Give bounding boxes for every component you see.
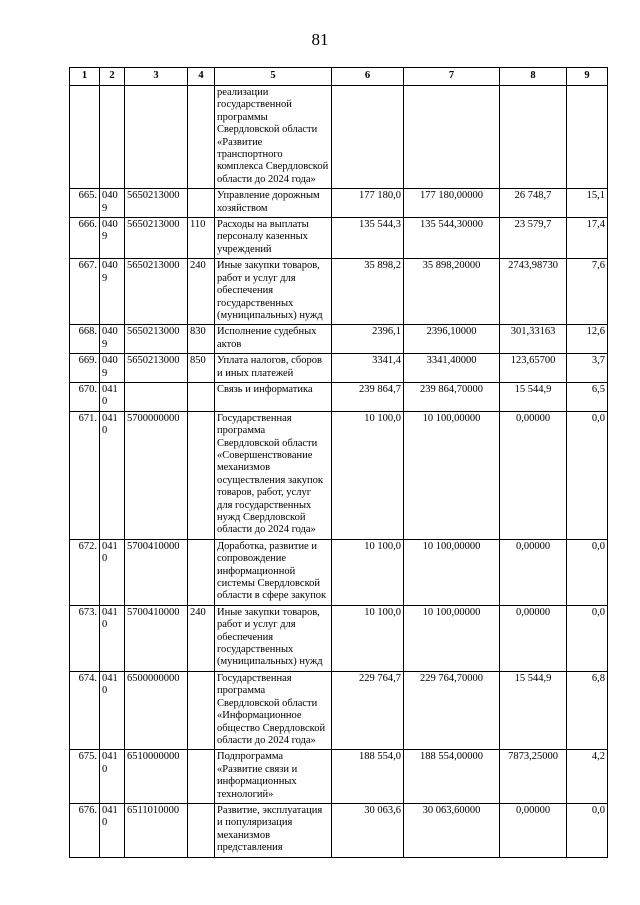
expense-type-cell xyxy=(188,382,215,411)
expense-type-cell xyxy=(188,539,215,605)
header-row xyxy=(70,68,608,86)
section-code-cell: 0409 xyxy=(100,354,125,383)
executed-amount-cell: 0,00000 xyxy=(500,411,567,539)
table-row xyxy=(70,218,608,259)
table-body xyxy=(70,86,608,858)
execution-percent-cell: 7,6 xyxy=(567,259,608,325)
target-article-cell: 5700410000 xyxy=(125,605,188,671)
planned-amount-cell: 30 063,6 xyxy=(332,803,404,857)
section-code-cell xyxy=(100,86,125,189)
expense-type-cell xyxy=(188,750,215,804)
item-name-cell: Связь и информатика xyxy=(215,382,332,411)
planned-amount-cell: 10 100,0 xyxy=(332,539,404,605)
execution-percent-cell: 15,1 xyxy=(567,189,608,218)
execution-percent-cell: 0,0 xyxy=(567,539,608,605)
table-row xyxy=(70,354,608,383)
target-article-cell: 5700000000 xyxy=(125,411,188,539)
executed-amount-cell: 26 748,7 xyxy=(500,189,567,218)
target-article-cell: 5650213000 xyxy=(125,325,188,354)
executed-amount-cell: 301,33163 xyxy=(500,325,567,354)
row-number-cell: 670. xyxy=(70,382,100,411)
header-cell: 2 xyxy=(100,68,125,86)
execution-percent-cell xyxy=(567,86,608,189)
executed-amount-cell: 123,65700 xyxy=(500,354,567,383)
expense-type-cell xyxy=(188,803,215,857)
planned-amount-precise-cell: 30 063,60000 xyxy=(404,803,500,857)
item-name-cell: Развитие, эксплуатация и популяризация механизмов представления xyxy=(215,803,332,857)
row-number-cell: 671. xyxy=(70,411,100,539)
item-name-cell: Доработка, развитие и сопровождение информационной системы Свердловской области в сфере закупок xyxy=(215,539,332,605)
planned-amount-precise-cell: 188 554,00000 xyxy=(404,750,500,804)
row-number-cell: 675. xyxy=(70,750,100,804)
planned-amount-cell: 2396,1 xyxy=(332,325,404,354)
execution-percent-cell: 6,5 xyxy=(567,382,608,411)
planned-amount-cell: 35 898,2 xyxy=(332,259,404,325)
executed-amount-cell: 2743,98730 xyxy=(500,259,567,325)
section-code-cell: 0410 xyxy=(100,539,125,605)
item-name-cell: Подпрограмма «Развитие связи и информационных технологий» xyxy=(215,750,332,804)
planned-amount-cell: 177 180,0 xyxy=(332,189,404,218)
section-code-cell: 0409 xyxy=(100,189,125,218)
planned-amount-precise-cell: 10 100,00000 xyxy=(404,605,500,671)
execution-percent-cell: 0,0 xyxy=(567,411,608,539)
expense-type-cell: 240 xyxy=(188,605,215,671)
table-row xyxy=(70,259,608,325)
row-number-cell: 672. xyxy=(70,539,100,605)
expense-type-cell xyxy=(188,189,215,218)
header-cell: 7 xyxy=(404,68,500,86)
planned-amount-precise-cell: 229 764,70000 xyxy=(404,671,500,749)
target-article-cell: 5650213000 xyxy=(125,259,188,325)
header-cell: 9 xyxy=(567,68,608,86)
target-article-cell: 5650213000 xyxy=(125,354,188,383)
execution-percent-cell: 0,0 xyxy=(567,605,608,671)
target-article-cell xyxy=(125,86,188,189)
target-article-cell: 6510000000 xyxy=(125,750,188,804)
row-number-cell: 665. xyxy=(70,189,100,218)
executed-amount-cell: 7873,25000 xyxy=(500,750,567,804)
target-article-cell: 5700410000 xyxy=(125,539,188,605)
execution-percent-cell: 12,6 xyxy=(567,325,608,354)
expense-type-cell: 850 xyxy=(188,354,215,383)
table-row xyxy=(70,750,608,804)
planned-amount-cell: 239 864,7 xyxy=(332,382,404,411)
execution-percent-cell: 6,8 xyxy=(567,671,608,749)
item-name-cell: Иные закупки товаров, работ и услуг для обеспечения государственных (муниципальных) нужд xyxy=(215,605,332,671)
executed-amount-cell: 0,00000 xyxy=(500,605,567,671)
executed-amount-cell: 23 579,7 xyxy=(500,218,567,259)
table-row xyxy=(70,325,608,354)
table-row xyxy=(70,803,608,857)
section-code-cell: 0410 xyxy=(100,605,125,671)
item-name-cell: Уплата налогов, сборов и иных платежей xyxy=(215,354,332,383)
execution-percent-cell: 4,2 xyxy=(567,750,608,804)
planned-amount-cell: 229 764,7 xyxy=(332,671,404,749)
planned-amount-cell: 3341,4 xyxy=(332,354,404,383)
header-cell: 3 xyxy=(125,68,188,86)
item-name-cell: реализации государственной программы Свердловской области «Развитие транспортного комплекса Свердловской области до 2024 года» xyxy=(215,86,332,189)
row-number-cell: 667. xyxy=(70,259,100,325)
planned-amount-precise-cell: 135 544,30000 xyxy=(404,218,500,259)
executed-amount-cell: 15 544,9 xyxy=(500,671,567,749)
planned-amount-precise-cell: 2396,10000 xyxy=(404,325,500,354)
execution-percent-cell: 0,0 xyxy=(567,803,608,857)
table-row xyxy=(70,539,608,605)
item-name-cell: Иные закупки товаров, работ и услуг для обеспечения государственных (муниципальных) нужд xyxy=(215,259,332,325)
section-code-cell: 0409 xyxy=(100,325,125,354)
planned-amount-precise-cell: 177 180,00000 xyxy=(404,189,500,218)
row-number-cell: 674. xyxy=(70,671,100,749)
table-row xyxy=(70,671,608,749)
table-row xyxy=(70,189,608,218)
target-article-cell: 5650213000 xyxy=(125,218,188,259)
section-code-cell: 0410 xyxy=(100,382,125,411)
header-cell: 4 xyxy=(188,68,215,86)
expense-type-cell: 830 xyxy=(188,325,215,354)
section-code-cell: 0409 xyxy=(100,259,125,325)
row-number-cell xyxy=(70,86,100,189)
executed-amount-cell: 15 544,9 xyxy=(500,382,567,411)
expense-type-cell: 110 xyxy=(188,218,215,259)
table-row xyxy=(70,382,608,411)
budget-table xyxy=(69,67,608,858)
section-code-cell: 0410 xyxy=(100,750,125,804)
item-name-cell: Государственная программа Свердловской области «Информационное общество Свердловской области до 2024 года» xyxy=(215,671,332,749)
item-name-cell: Государственная программа Свердловской области «Совершенствование механизмов осуществления закупок товаров, работ, услуг для государственных нужд Свердловской области до 2024 года» xyxy=(215,411,332,539)
section-code-cell: 0410 xyxy=(100,671,125,749)
planned-amount-precise-cell xyxy=(404,86,500,189)
page-number: 81 xyxy=(311,30,329,49)
planned-amount-precise-cell: 10 100,00000 xyxy=(404,411,500,539)
target-article-cell: 6511010000 xyxy=(125,803,188,857)
row-number-cell: 666. xyxy=(70,218,100,259)
planned-amount-cell: 10 100,0 xyxy=(332,605,404,671)
row-number-cell: 669. xyxy=(70,354,100,383)
planned-amount-precise-cell: 35 898,20000 xyxy=(404,259,500,325)
execution-percent-cell: 3,7 xyxy=(567,354,608,383)
executed-amount-cell: 0,00000 xyxy=(500,803,567,857)
expense-type-cell xyxy=(188,411,215,539)
planned-amount-precise-cell: 10 100,00000 xyxy=(404,539,500,605)
planned-amount-cell: 135 544,3 xyxy=(332,218,404,259)
row-number-cell: 673. xyxy=(70,605,100,671)
header-cell: 8 xyxy=(500,68,567,86)
executed-amount-cell xyxy=(500,86,567,189)
table-row xyxy=(70,411,608,539)
planned-amount-cell: 188 554,0 xyxy=(332,750,404,804)
expense-type-cell xyxy=(188,86,215,189)
planned-amount-precise-cell: 3341,40000 xyxy=(404,354,500,383)
target-article-cell: 6500000000 xyxy=(125,671,188,749)
item-name-cell: Управление дорожным хозяйством xyxy=(215,189,332,218)
section-code-cell: 0410 xyxy=(100,411,125,539)
row-number-cell: 668. xyxy=(70,325,100,354)
section-code-cell: 0410 xyxy=(100,803,125,857)
item-name-cell: Расходы на выплаты персоналу казенных учреждений xyxy=(215,218,332,259)
expense-type-cell xyxy=(188,671,215,749)
planned-amount-cell: 10 100,0 xyxy=(332,411,404,539)
target-article-cell: 5650213000 xyxy=(125,189,188,218)
table-row xyxy=(70,605,608,671)
execution-percent-cell: 17,4 xyxy=(567,218,608,259)
row-number-cell: 676. xyxy=(70,803,100,857)
header-cell: 5 xyxy=(215,68,332,86)
target-article-cell xyxy=(125,382,188,411)
expense-type-cell: 240 xyxy=(188,259,215,325)
header-cell: 6 xyxy=(332,68,404,86)
header-cell: 1 xyxy=(70,68,100,86)
planned-amount-cell xyxy=(332,86,404,189)
section-code-cell: 0409 xyxy=(100,218,125,259)
item-name-cell: Исполнение судебных актов xyxy=(215,325,332,354)
planned-amount-precise-cell: 239 864,70000 xyxy=(404,382,500,411)
table-row xyxy=(70,86,608,189)
executed-amount-cell: 0,00000 xyxy=(500,539,567,605)
